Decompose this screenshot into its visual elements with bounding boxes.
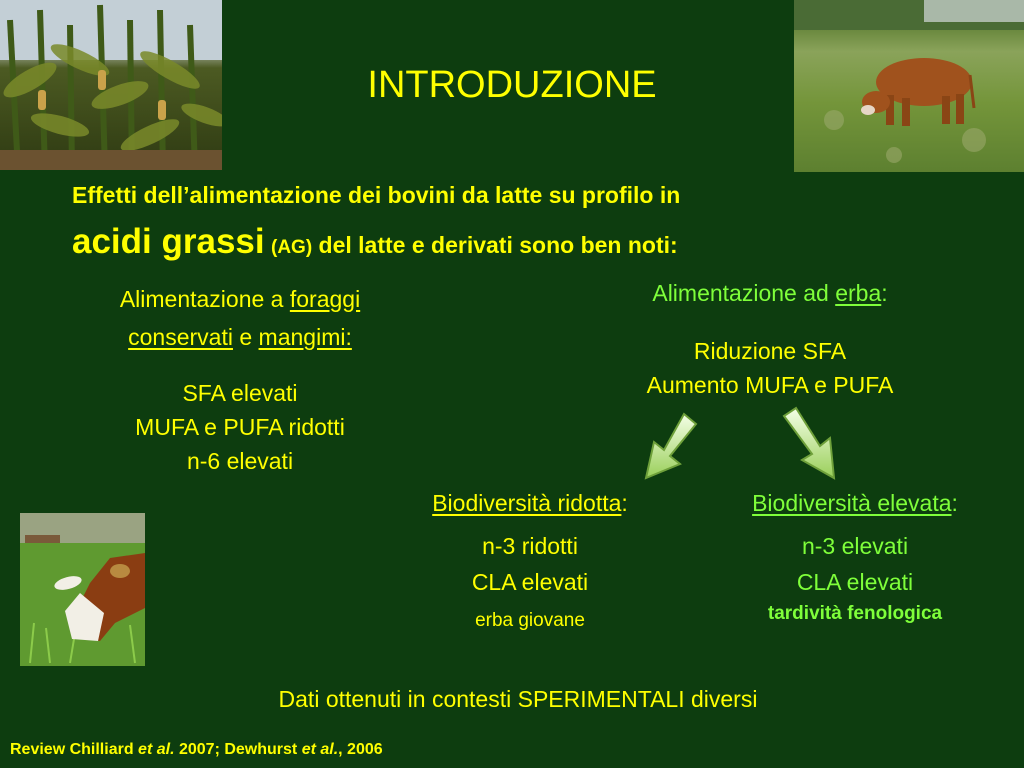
branch-low-list [380, 528, 680, 600]
branch-high-item: CLA elevati [796, 569, 914, 595]
right-heading [560, 280, 980, 307]
reference-part3: , 2006 [338, 741, 383, 758]
intro-line-1: Effetti dell’alimentazione dei bovini da latte su profilo in [72, 182, 681, 208]
branch-low-heading-text: Biodiversità ridotta [432, 490, 622, 516]
cow-head-grazing-photo [20, 513, 145, 666]
left-heading-conservati: conservati [128, 324, 233, 350]
reference-part2: 2007; Dewhurst [178, 741, 298, 758]
left-item: MUFA e PUFA ridotti [135, 414, 345, 440]
branch-low-colon: : [621, 490, 628, 516]
bottom-note: Dati ottenuti in contesti SPERIMENTALI diversi [278, 686, 758, 712]
slide-title: INTRODUZIONE [367, 64, 657, 106]
arrow-down-left-icon [630, 408, 710, 488]
reference-etal1: et al. [138, 741, 175, 758]
branch-high-colon: : [951, 490, 958, 516]
right-item: Aumento MUFA e PUFA [646, 372, 894, 398]
right-heading-erba: erba [835, 280, 882, 306]
left-heading [30, 280, 450, 356]
branch-low-item: CLA elevati [471, 569, 589, 595]
left-heading-prefix: Alimentazione a [119, 286, 284, 312]
left-item: n-6 elevati [186, 448, 294, 474]
right-item: Riduzione SFA [693, 338, 847, 364]
branch-low-heading [380, 490, 680, 517]
right-heading-colon: : [881, 280, 888, 306]
left-heading-mangimi: mangimi: [258, 324, 352, 350]
arrow-down-right-icon [772, 406, 852, 486]
branch-high-list [700, 528, 1010, 600]
branch-high-note: tardività fenologica [767, 603, 943, 624]
reference-etal2: et al. [301, 741, 339, 758]
intro-line-2 [72, 222, 678, 262]
intro-rest: del latte e derivati sono ben noti: [318, 232, 678, 258]
left-item: SFA elevati [182, 380, 298, 406]
branch-low-note: erba giovane [475, 610, 585, 631]
branch-high-heading [700, 490, 1010, 517]
left-list [30, 376, 450, 478]
intro-ag: (AG) [271, 237, 313, 258]
left-heading-foraggi: foraggi [289, 286, 361, 312]
reference-part1: Review Chilliard [10, 741, 134, 758]
branch-low-item: n-3 ridotti [482, 533, 578, 559]
right-list [560, 334, 980, 402]
branch-high-heading-text: Biodiversità elevata [752, 490, 952, 516]
left-heading-e: e [239, 324, 253, 350]
intro-acidi-grassi: acidi grassi [72, 222, 265, 261]
reference [10, 741, 383, 759]
branch-high-item: n-3 elevati [801, 533, 909, 559]
right-heading-prefix: Alimentazione ad [652, 280, 829, 306]
